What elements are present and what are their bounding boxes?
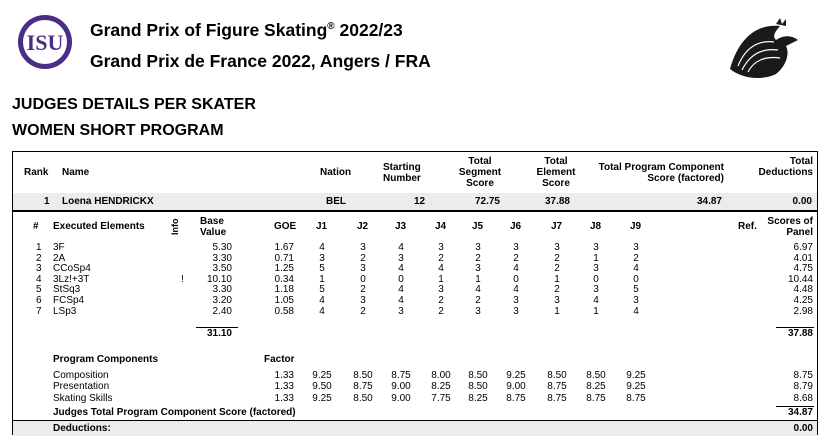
deductions-label: Deductions: [53, 423, 111, 434]
element-judge-score: 4 [475, 284, 481, 296]
element-panel-score: 2.98 [793, 305, 813, 317]
element-judge-score: 3 [633, 242, 639, 253]
nation-header: Nation [320, 167, 352, 178]
element-judge-score: 4 [633, 263, 639, 275]
program-components-header: Program Components [53, 354, 159, 365]
element-number: 3 [36, 263, 42, 275]
element-base-value: 3.30 [212, 284, 232, 296]
component-judge-score: 9.00 [391, 392, 411, 404]
element-code: CCoSp4 [53, 263, 91, 275]
factor-header: Factor [264, 354, 295, 365]
element-judge-score: 3 [593, 284, 599, 296]
element-judge-score: 3 [513, 295, 519, 306]
element-judge-score: 3 [398, 305, 404, 317]
element-judge-score: 2 [554, 263, 560, 275]
component-judge-score: 9.25 [506, 370, 526, 381]
judge-header-4: J4 [435, 221, 447, 232]
element-judge-score: 3 [475, 263, 481, 275]
component-name: Composition [53, 370, 109, 381]
element-judge-score: 5 [633, 284, 639, 296]
event-subtitle: Grand Prix de France 2022, Angers / FRA [90, 51, 431, 71]
total-element-score-header: Total Element Score [536, 156, 576, 189]
name-header: Name [62, 167, 90, 178]
total-segment-score-header: Total Segment Score [458, 156, 502, 189]
element-judge-score: 2 [475, 295, 481, 306]
component-judge-score: 8.50 [353, 370, 373, 381]
element-judge-score: 1 [438, 273, 444, 285]
element-info: ! [181, 273, 184, 285]
element-judge-score: 0 [593, 273, 599, 285]
element-number: 1 [36, 242, 42, 253]
element-judge-score: 3 [360, 242, 366, 253]
deductions-value: 0.00 [793, 423, 813, 434]
goe-header: GOE [274, 221, 297, 232]
element-judge-score: 1 [593, 252, 599, 264]
element-judge-score: 4 [398, 295, 404, 306]
element-panel-score: 10.44 [787, 273, 813, 285]
element-judge-score: 3 [513, 305, 519, 317]
element-judge-score: 1 [475, 273, 481, 285]
element-code: StSq3 [53, 284, 81, 296]
rank-value: 1 [44, 196, 50, 207]
starting-number-header: Starting Number [383, 162, 421, 184]
element-base-value: 2.40 [212, 305, 232, 317]
element-number: 2 [36, 252, 42, 264]
element-judge-score: 0 [360, 273, 366, 285]
element-judge-score: 2 [360, 252, 366, 264]
element-goe: 1.67 [274, 242, 294, 253]
scores-total: 37.88 [787, 328, 813, 339]
component-judge-score: 9.25 [312, 392, 332, 404]
element-goe: 1.25 [274, 263, 294, 275]
starting-number-value: 12 [414, 196, 426, 207]
element-judge-score: 2 [475, 252, 481, 264]
component-judge-score: 8.75 [506, 392, 526, 404]
element-judge-score: 4 [633, 305, 639, 317]
info-header: Info [170, 218, 180, 235]
element-judge-score: 3 [398, 252, 404, 264]
element-code: FCSp4 [53, 295, 85, 306]
judge-header-3: J3 [395, 221, 407, 232]
element-judge-score: 2 [554, 284, 560, 296]
element-judge-score: 3 [633, 295, 639, 306]
element-goe: 0.58 [274, 305, 294, 317]
ref-header: Ref. [738, 221, 757, 232]
element-base-value: 3.50 [212, 263, 232, 275]
element-judge-score: 3 [319, 252, 325, 264]
base-value-header: Base Value [200, 216, 227, 238]
rank-header: Rank [24, 167, 49, 178]
element-goe: 1.18 [274, 284, 294, 296]
element-panel-score: 4.75 [793, 263, 813, 275]
total-segment-score-value: 72.75 [474, 196, 500, 207]
element-judge-score: 4 [319, 242, 325, 253]
element-judge-score: 2 [438, 295, 444, 306]
element-base-value: 5.30 [212, 242, 232, 253]
element-number: 4 [36, 273, 42, 285]
element-judge-score: 1 [593, 305, 599, 317]
num-header: # [33, 221, 39, 232]
element-panel-score: 6.97 [793, 242, 813, 253]
element-judge-score: 2 [554, 252, 560, 264]
judge-header-5: J5 [472, 221, 484, 232]
total-deductions-header: Total Deductions [758, 156, 813, 178]
component-factor: 1.33 [274, 392, 294, 404]
element-code: 2A [53, 252, 66, 264]
component-factor: 1.33 [274, 370, 294, 381]
element-judge-score: 5 [319, 263, 325, 275]
element-judge-score: 2 [360, 284, 366, 296]
component-judge-score: 9.25 [312, 370, 332, 381]
element-judge-score: 2 [438, 305, 444, 317]
nation-value: BEL [326, 196, 346, 207]
base-value-total: 31.10 [206, 328, 232, 339]
element-judge-score: 5 [319, 284, 325, 296]
element-judge-score: 2 [360, 305, 366, 317]
element-judge-score: 1 [554, 305, 560, 317]
component-judge-score: 9.50 [312, 381, 332, 393]
element-judge-score: 3 [513, 242, 519, 253]
judge-header-1: J1 [316, 221, 328, 232]
judge-header-8: J8 [590, 221, 602, 232]
component-panel-score: 8.75 [793, 370, 813, 381]
element-judge-score: 4 [513, 284, 519, 296]
element-judge-score: 4 [593, 295, 599, 306]
element-panel-score: 4.25 [793, 295, 813, 306]
element-judge-score: 4 [319, 295, 325, 306]
element-goe: 1.05 [274, 295, 294, 306]
element-judge-score: 1 [554, 273, 560, 285]
element-judge-score: 3 [475, 305, 481, 317]
tpc-header: Total Program Component Score (factored) [598, 162, 724, 184]
element-judge-score: 3 [360, 295, 366, 306]
element-judge-score: 2 [438, 252, 444, 264]
component-judge-score: 9.00 [506, 381, 526, 393]
element-base-value: 3.20 [212, 295, 232, 306]
component-name: Presentation [53, 381, 110, 393]
event-title: Grand Prix of Figure Skating® 2022/23 [90, 20, 403, 40]
element-judge-score: 2 [633, 252, 639, 264]
component-judge-score: 8.75 [626, 392, 646, 404]
element-number: 6 [36, 295, 42, 306]
deductions-row-shade [13, 420, 817, 436]
component-panel-score: 8.79 [793, 381, 813, 393]
component-panel-score: 8.68 [793, 392, 813, 404]
components-total-value: 34.87 [787, 407, 813, 418]
element-judge-score: 3 [554, 242, 560, 253]
element-number: 7 [36, 305, 42, 317]
judge-header-9: J9 [630, 221, 642, 232]
component-judge-score: 8.50 [586, 370, 606, 381]
element-number: 5 [36, 284, 42, 296]
component-judge-score: 8.50 [468, 370, 488, 381]
component-judge-score: 7.75 [431, 392, 451, 404]
element-code: LSp3 [53, 305, 77, 317]
element-judge-score: 3 [554, 295, 560, 306]
element-judge-score: 3 [593, 263, 599, 275]
component-name: Skating Skills [53, 392, 113, 404]
element-judge-score: 0 [398, 273, 404, 285]
component-factor: 1.33 [274, 381, 294, 393]
element-judge-score: 0 [513, 273, 519, 285]
judge-header-7: J7 [551, 221, 563, 232]
segment-title: WOMEN SHORT PROGRAM [12, 122, 224, 139]
component-judge-score: 8.50 [547, 370, 567, 381]
element-base-value: 3.30 [212, 252, 232, 264]
element-judge-score: 4 [438, 263, 444, 275]
element-judge-score: 3 [475, 242, 481, 253]
component-judge-score: 9.00 [391, 381, 411, 393]
component-judge-score: 8.00 [431, 370, 451, 381]
component-judge-score: 8.50 [353, 392, 373, 404]
component-judge-score: 8.75 [547, 381, 567, 393]
element-judge-score: 0 [633, 273, 639, 285]
component-judge-score: 8.25 [468, 392, 488, 404]
skater-name: Loena HENDRICKX [62, 196, 154, 207]
component-judge-score: 8.25 [586, 381, 606, 393]
components-total-label: Judges Total Program Component Score (factored) [53, 407, 296, 418]
element-code: 3F [53, 242, 65, 253]
total-deductions-value: 0.00 [792, 196, 812, 207]
component-judge-score: 9.25 [626, 370, 646, 381]
element-judge-score: 4 [398, 242, 404, 253]
element-base-value: 10.10 [206, 273, 232, 285]
isu-logo [17, 14, 73, 70]
element-judge-score: 4 [513, 263, 519, 275]
element-judge-score: 3 [593, 242, 599, 253]
component-judge-score: 9.25 [626, 381, 646, 393]
element-judge-score: 3 [438, 242, 444, 253]
component-judge-score: 8.50 [468, 381, 488, 393]
grand-prix-de-france-rooster-logo [720, 14, 805, 84]
component-judge-score: 8.75 [547, 392, 567, 404]
component-judge-score: 8.75 [391, 370, 411, 381]
element-goe: 0.71 [274, 252, 294, 264]
element-judge-score: 3 [360, 263, 366, 275]
isu-logo-text: ISU [26, 30, 64, 55]
element-judge-score: 4 [398, 284, 404, 296]
scores-of-panel-header: Scores of Panel [767, 216, 813, 238]
executed-elements-header: Executed Elements [53, 221, 145, 232]
component-judge-score: 8.25 [431, 381, 451, 393]
element-goe: 0.34 [274, 273, 294, 285]
element-judge-score: 2 [513, 252, 519, 264]
tpc-value: 34.87 [696, 196, 722, 207]
element-panel-score: 4.01 [793, 252, 813, 264]
report-title: JUDGES DETAILS PER SKATER [12, 96, 256, 113]
deductions-top-rule [12, 420, 818, 421]
element-judge-score: 1 [319, 273, 325, 285]
judge-header-6: J6 [510, 221, 522, 232]
total-element-score-value: 37.88 [544, 196, 570, 207]
component-judge-score: 8.75 [586, 392, 606, 404]
element-judge-score: 4 [398, 263, 404, 275]
element-judge-score: 3 [438, 284, 444, 296]
element-code: 3Lz!+3T [53, 273, 90, 285]
judge-header-2: J2 [357, 221, 369, 232]
element-panel-score: 4.48 [793, 284, 813, 296]
component-judge-score: 8.75 [353, 381, 373, 393]
element-judge-score: 4 [319, 305, 325, 317]
